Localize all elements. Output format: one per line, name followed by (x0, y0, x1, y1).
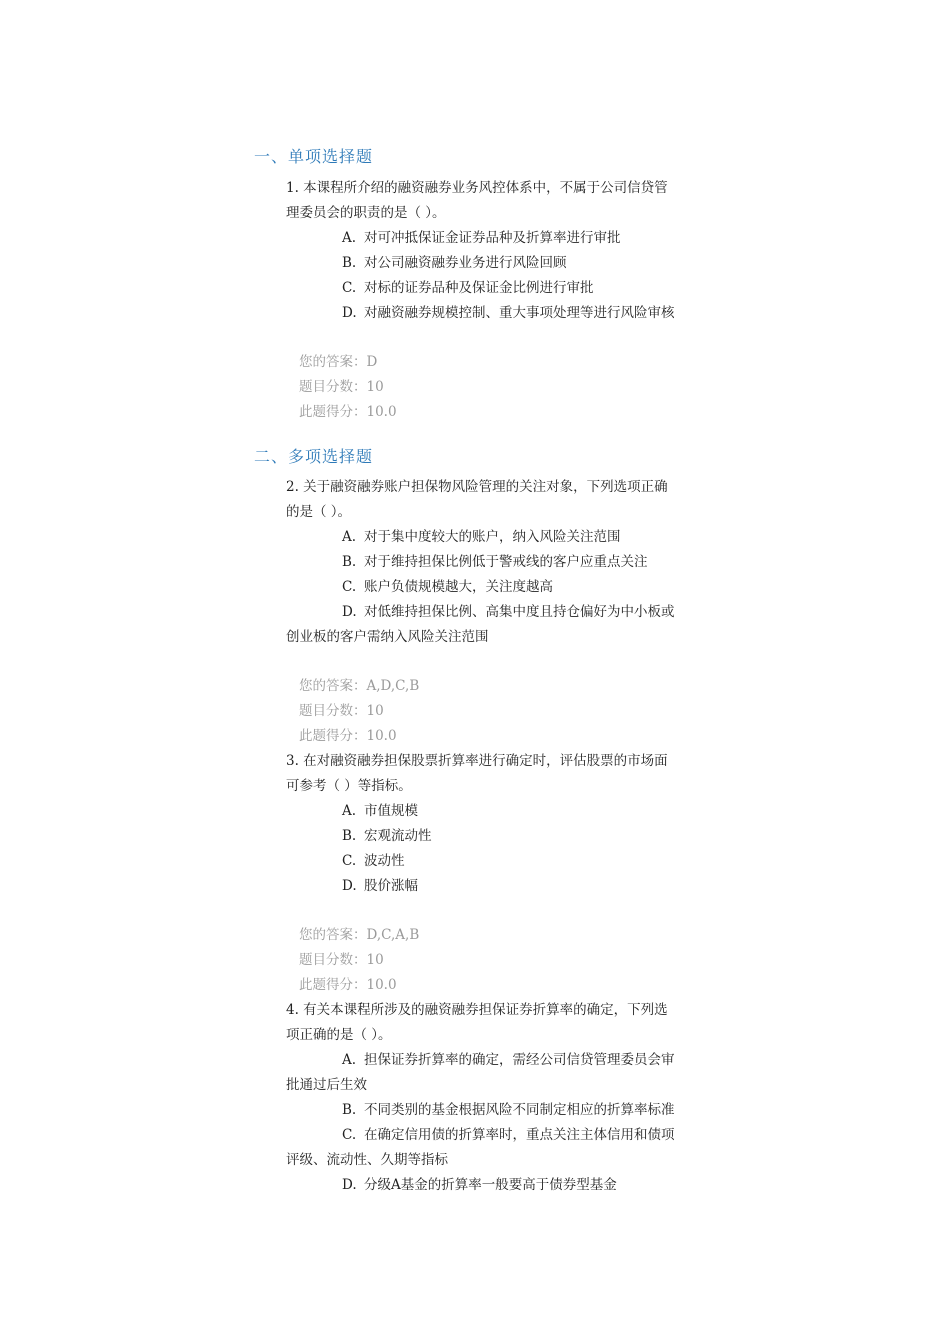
option-key: D. (342, 604, 357, 620)
option-text: 账户负债规模越大，关注度越高 (364, 579, 553, 595)
question-4-option-b (342, 1098, 675, 1123)
question-2-option-c (342, 575, 553, 600)
option-key: C. (342, 853, 357, 869)
question-1-option-b (342, 251, 567, 276)
question-4-option-c-continued: 评级、流动性、久期等指标 (286, 1152, 448, 1168)
option-key: C. (342, 1127, 357, 1143)
question-4-stem-line-2: 项正确的是（ ）。 (286, 1027, 392, 1043)
section-title-single-choice: 一、单项选择题 (254, 147, 374, 166)
option-key: B. (342, 255, 357, 271)
question-1-option-d (342, 301, 675, 326)
question-1-stem-line-2: 理委员会的职责的是（ ）。 (286, 205, 446, 221)
question-2-option-d (342, 600, 675, 625)
option-key: D. (342, 1177, 357, 1193)
question-1-score: 题目分数：10 (299, 379, 384, 395)
option-key: B. (342, 1102, 357, 1118)
question-2-your-answer: 您的答案：A,D,C,B (299, 678, 420, 694)
option-key: C. (342, 280, 357, 296)
question-1-earned: 此题得分：10.0 (299, 404, 397, 420)
question-1-option-c (342, 276, 594, 301)
option-text: 宏观流动性 (364, 828, 432, 844)
question-4-option-c (342, 1123, 675, 1148)
question-2-option-a (342, 525, 621, 550)
question-2-stem-line-2: 的是（ ）。 (286, 504, 352, 520)
question-2-option-d-continued: 创业板的客户需纳入风险关注范围 (286, 629, 489, 645)
question-2-earned: 此题得分：10.0 (299, 728, 397, 744)
option-key: A. (342, 803, 357, 819)
question-3-option-b (342, 824, 432, 849)
question-4-option-d (342, 1173, 617, 1198)
question-2-option-b (342, 550, 648, 575)
question-3-score: 题目分数：10 (299, 952, 384, 968)
question-4-option-a-continued: 批通过后生效 (286, 1077, 367, 1093)
question-3-earned: 此题得分：10.0 (299, 977, 397, 993)
option-text: 对于维持担保比例低于警戒线的客户应重点关注 (364, 554, 648, 570)
option-key: A. (342, 230, 357, 246)
question-2-score: 题目分数：10 (299, 703, 384, 719)
question-3-option-a (342, 799, 418, 824)
option-key: C. (342, 579, 357, 595)
question-3-option-c (342, 849, 405, 874)
option-key: A. (342, 1052, 357, 1068)
question-4-stem-line-1: 4. 有关本课程所涉及的融资融券担保证券折算率的确定，下列选 (286, 1002, 668, 1018)
option-key: A. (342, 529, 357, 545)
question-1-option-a (342, 226, 621, 251)
option-text: 对标的证券品种及保证金比例进行审批 (364, 280, 594, 296)
option-text: 在确定信用债的折算率时，重点关注主体信用和债项 (364, 1127, 675, 1143)
question-3-stem-line-1: 3. 在对融资融券担保股票折算率进行确定时，评估股票的市场面 (286, 753, 668, 769)
question-1-your-answer: 您的答案：D (299, 354, 378, 370)
question-4-option-a (342, 1048, 675, 1073)
option-text: 对融资融券规模控制、重大事项处理等进行风险审核 (364, 305, 675, 321)
option-text: 对低维持担保比例、高集中度且持仓偏好为中小板或 (364, 604, 675, 620)
option-key: D. (342, 305, 357, 321)
option-key: B. (342, 554, 357, 570)
option-text: 对可冲抵保证金证券品种及折算率进行审批 (364, 230, 621, 246)
option-text: 股价涨幅 (364, 878, 418, 894)
question-1-stem-line-1: 1. 本课程所介绍的融资融券业务风控体系中，不属于公司信贷管 (286, 180, 668, 196)
option-text: 对于集中度较大的账户，纳入风险关注范围 (364, 529, 621, 545)
option-text: 市值规模 (364, 803, 418, 819)
option-text: 不同类别的基金根据风险不同制定相应的折算率标准 (364, 1102, 675, 1118)
option-text: 波动性 (364, 853, 405, 869)
option-key: D. (342, 878, 357, 894)
section-title-multiple-choice: 二、多项选择题 (254, 447, 374, 466)
question-3-option-d (342, 874, 418, 899)
option-text: 对公司融资融券业务进行风险回顾 (364, 255, 567, 271)
option-text: 分级A基金的折算率一般要高于债券型基金 (364, 1177, 617, 1193)
question-3-your-answer: 您的答案：D,C,A,B (299, 927, 420, 943)
question-3-stem-line-2: 可参考（ ）等指标。 (286, 778, 412, 794)
question-2-stem-line-1: 2. 关于融资融券账户担保物风险管理的关注对象，下列选项正确 (286, 479, 668, 495)
option-key: B. (342, 828, 357, 844)
option-text: 担保证券折算率的确定，需经公司信贷管理委员会审 (364, 1052, 675, 1068)
